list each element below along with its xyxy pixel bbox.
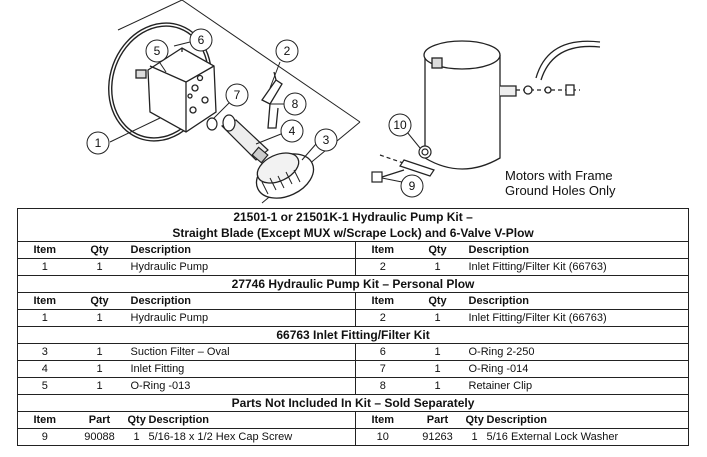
inlet-fitting xyxy=(222,115,268,163)
note-line-2: Ground Holes Only xyxy=(505,183,616,198)
cell-item: 3 xyxy=(18,344,72,361)
table-row xyxy=(18,378,689,395)
cell-qty: 1 xyxy=(72,361,128,378)
col-part: Part xyxy=(410,412,466,429)
kit2-title-row xyxy=(18,276,689,293)
cell-description: Inlet Fitting/Filter Kit (66763) xyxy=(466,259,689,276)
cell-item: 6 xyxy=(356,344,410,361)
callout-4 xyxy=(256,120,303,144)
cell-qty: 1 xyxy=(410,259,466,276)
kit1-title-line2: Straight Blade (Except MUX w/Scrape Lock) and 6-Valve V-Plow xyxy=(18,225,689,242)
col-item: Item xyxy=(356,242,410,259)
cell-description: Suction Filter – Oval xyxy=(128,344,356,361)
col-qty: Qty xyxy=(72,242,128,259)
cell-item: 1 xyxy=(18,310,72,327)
kit1-title-row xyxy=(18,209,689,226)
callout-6-label: 6 xyxy=(197,33,205,47)
callout-8 xyxy=(270,93,306,115)
table-row xyxy=(18,361,689,378)
callout-3-label: 3 xyxy=(322,133,330,147)
col-item: Item xyxy=(18,242,72,259)
col-description: Description xyxy=(466,293,689,310)
cell-qty: 1 xyxy=(410,310,466,327)
cell-item: 2 xyxy=(356,310,410,327)
cell-qty: 1 xyxy=(72,310,128,327)
col-item: Item xyxy=(18,412,72,429)
callout-7 xyxy=(214,84,248,118)
col-part: Part xyxy=(72,412,128,429)
cell-description: Hydraulic Pump xyxy=(128,259,356,276)
kit1-title-row-2 xyxy=(18,225,689,242)
kit3-title: 66763 Inlet Fitting/Filter Kit xyxy=(18,327,689,344)
table-row xyxy=(18,429,689,446)
table-row xyxy=(18,259,689,276)
kit4-header-row xyxy=(18,412,689,429)
cell-item: 1 xyxy=(18,259,72,276)
cell-qty: 1 xyxy=(466,429,484,446)
cell-qty: 1 xyxy=(410,378,466,395)
cell-part: 90088 xyxy=(72,429,128,446)
cell-qty: 1 xyxy=(410,361,466,378)
callout-10-label: 10 xyxy=(393,118,407,132)
callout-9-label: 9 xyxy=(408,179,416,193)
motor-frame-note xyxy=(505,168,616,198)
col-description: Description xyxy=(128,293,356,310)
cell-item: 5 xyxy=(18,378,72,395)
cell-description: Inlet Fitting/Filter Kit (66763) xyxy=(466,310,689,327)
cell-description: Inlet Fitting xyxy=(128,361,356,378)
hydraulic-pump-body xyxy=(136,48,216,132)
o-ring-014 xyxy=(207,118,217,130)
cell-description: 5/16 External Lock Washer xyxy=(484,429,689,446)
col-item: Item xyxy=(356,293,410,310)
ground-screw-assembly xyxy=(372,146,434,182)
callout-5-label: 5 xyxy=(153,44,161,58)
cell-description: Hydraulic Pump xyxy=(128,310,356,327)
callout-7-label: 7 xyxy=(233,88,241,102)
col-description: Description xyxy=(484,412,689,429)
kit2-header-row xyxy=(18,293,689,310)
cell-description: 5/16-18 x 1/2 Hex Cap Screw xyxy=(146,429,356,446)
cell-item: 7 xyxy=(356,361,410,378)
cell-description: O-Ring -014 xyxy=(466,361,689,378)
cell-item: 10 xyxy=(356,429,410,446)
cell-item: 2 xyxy=(356,259,410,276)
callout-2-label: 2 xyxy=(283,44,291,58)
breather-hose xyxy=(516,41,600,95)
reservoir-tank xyxy=(424,41,516,169)
cell-item: 9 xyxy=(18,429,72,446)
cell-description: Retainer Clip xyxy=(466,378,689,395)
cell-description: O-Ring 2-250 xyxy=(466,344,689,361)
callout-10 xyxy=(389,114,420,148)
col-qty: Qty xyxy=(410,293,466,310)
callout-8-label: 8 xyxy=(291,97,299,111)
note-line-1: Motors with Frame xyxy=(505,168,613,183)
col-description: Description xyxy=(128,242,356,259)
col-qty: Qty xyxy=(128,412,146,429)
cell-part: 91263 xyxy=(410,429,466,446)
col-qty: Qty xyxy=(466,412,484,429)
kit1-title-line1: 21501-1 or 21501K-1 Hydraulic Pump Kit – xyxy=(233,210,473,224)
kit2-title: 27746 Hydraulic Pump Kit – Personal Plow xyxy=(18,276,689,293)
col-qty: Qty xyxy=(72,293,128,310)
cell-description: O-Ring -013 xyxy=(128,378,356,395)
callout-6 xyxy=(174,29,212,51)
kit4-title-row xyxy=(18,395,689,412)
callout-2 xyxy=(270,40,298,88)
retainer-clip xyxy=(262,72,282,128)
cell-item: 4 xyxy=(18,361,72,378)
cell-qty: 1 xyxy=(128,429,146,446)
parts-table xyxy=(17,208,689,446)
col-description: Description xyxy=(466,242,689,259)
cell-qty: 1 xyxy=(72,259,128,276)
col-item: Item xyxy=(356,412,410,429)
cell-qty: 1 xyxy=(72,378,128,395)
callout-1-label: 1 xyxy=(94,136,102,150)
table-row xyxy=(18,310,689,327)
kit4-title: Parts Not Included In Kit – Sold Separately xyxy=(18,395,689,412)
cell-qty: 1 xyxy=(410,344,466,361)
cell-qty: 1 xyxy=(72,344,128,361)
col-item: Item xyxy=(18,293,72,310)
kit3-title-row xyxy=(18,327,689,344)
col-description: Description xyxy=(146,412,356,429)
cell-item: 8 xyxy=(356,378,410,395)
callout-4-label: 4 xyxy=(288,124,296,138)
kit1-header-row xyxy=(18,242,689,259)
callout-9 xyxy=(382,175,423,197)
col-qty: Qty xyxy=(410,242,466,259)
table-row xyxy=(18,344,689,361)
